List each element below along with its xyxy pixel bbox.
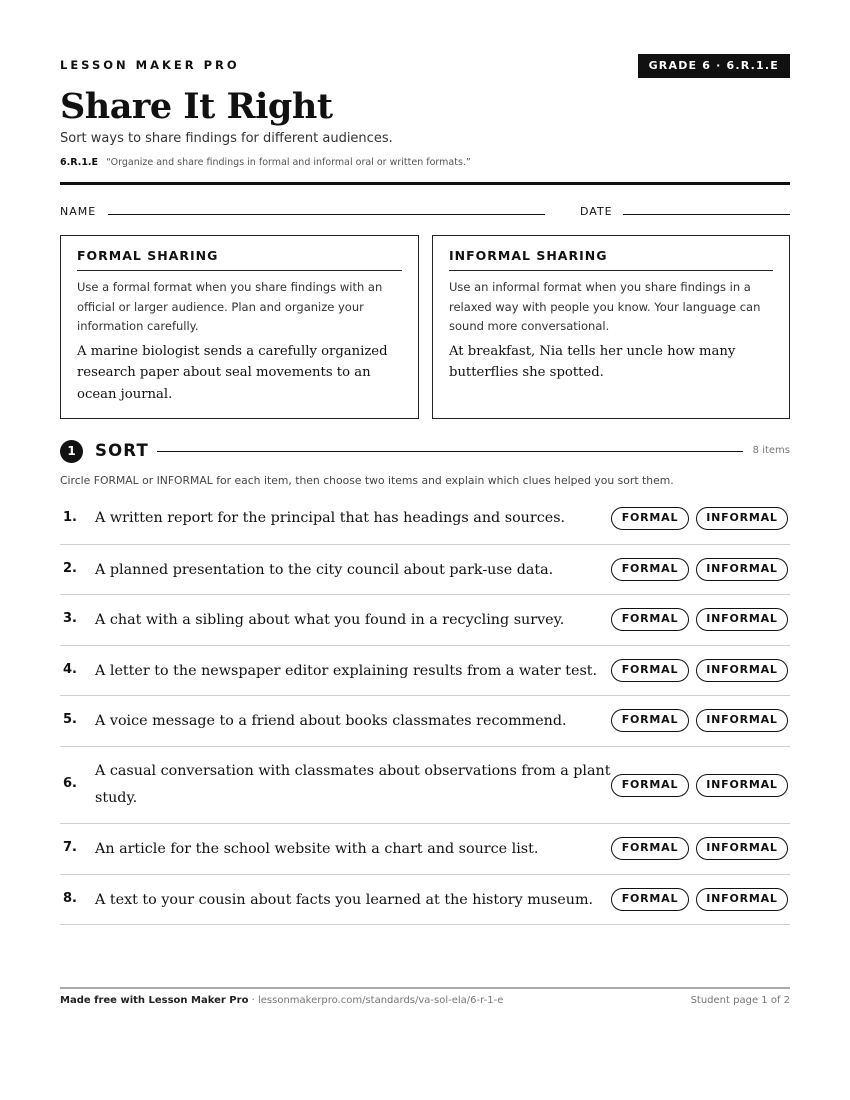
item-number: 7. [63,840,77,855]
informal-definition-box [432,235,790,419]
sort-item-row [60,545,790,595]
item-text: A casual conversation with classmates about observations from a plant study. [95,763,611,806]
formal-definition-example: A marine biologist sends a carefully organized research paper about seal movements to an ocean journal. [77,343,388,402]
formal-option[interactable]: FORMAL [611,837,689,860]
item-text: A chat with a sibling about what you found in a recycling survey. [95,612,565,628]
standard-code: 6.R.1.E [60,157,99,168]
item-text: A planned presentation to the city council about park-use data. [95,562,554,578]
date-field[interactable] [623,214,790,215]
formal-definition-title: FORMAL SHARING [77,248,402,271]
sort-item-row [60,696,790,747]
item-text: A voice message to a friend about books classmates recommend. [95,713,567,729]
sort-item-row [60,747,790,824]
item-number: 2. [63,561,77,576]
grade-badge: GRADE 6 · 6.R.1.E [638,54,790,78]
item-number: 6. [63,776,77,791]
formal-option[interactable]: FORMAL [611,774,689,797]
worksheet-page [60,0,790,1100]
sort-item-row [60,494,790,545]
standard-text: “Organize and share findings in formal and informal oral or written formats.” [106,157,471,168]
name-label: NAME [60,205,97,218]
item-number: 3. [63,611,77,626]
informal-option[interactable]: INFORMAL [696,659,788,682]
item-text: A letter to the newspaper editor explaining results from a water test. [95,663,598,679]
informal-option[interactable]: INFORMAL [696,774,788,797]
item-number: 4. [63,662,77,677]
informal-option[interactable]: INFORMAL [696,837,788,860]
page-subtitle: Sort ways to share findings for different audiences. [60,131,393,146]
informal-definition-example: At breakfast, Nia tells her uncle how many butterflies she spotted. [449,343,736,380]
section-rule [157,451,743,452]
footer-url[interactable]: · lessonmakerpro.com/standards/va-sol-ela/6-r-1-e [251,995,504,1006]
formal-option[interactable]: FORMAL [611,608,689,631]
formal-option[interactable]: FORMAL [611,659,689,682]
informal-option[interactable]: INFORMAL [696,558,788,581]
formal-option[interactable]: FORMAL [611,507,689,530]
page-title: Share It Right [60,86,333,127]
informal-option[interactable]: INFORMAL [696,888,788,911]
date-label: DATE [580,205,613,218]
footer-credit [60,995,503,1006]
formal-option[interactable]: FORMAL [611,558,689,581]
informal-option[interactable]: INFORMAL [696,608,788,631]
item-number: 8. [63,891,77,906]
section-title: SORT [95,441,149,460]
item-count: 8 items [752,445,790,456]
footer-divider [60,987,790,989]
brand-name: LESSON MAKER PRO [60,58,240,72]
item-text: A text to your cousin about facts you learned at the history museum. [95,892,594,908]
sort-item-list [60,494,790,925]
name-field[interactable] [108,214,545,215]
formal-definition-box [60,235,419,419]
informal-definition-title: INFORMAL SHARING [449,248,773,271]
header-divider [60,182,790,185]
sort-item-row [60,595,790,646]
formal-option[interactable]: FORMAL [611,709,689,732]
informal-option[interactable]: INFORMAL [696,507,788,530]
item-text: A written report for the principal that has headings and sources. [95,510,566,526]
item-text: An article for the school website with a chart and source list. [95,841,539,857]
item-number: 5. [63,712,77,727]
standard-line [60,157,471,168]
informal-option[interactable]: INFORMAL [696,709,788,732]
sort-item-row [60,875,790,925]
step-number-badge: 1 [60,440,83,463]
informal-definition-description: Use an informal format when you share findings in a relaxed way with people you know. Your language can sound more conversational. [449,280,761,333]
formal-definition-description: Use a formal format when you share findings with an official or larger audience. Plan and organize your information carefully. [77,280,383,333]
sort-item-row [60,646,790,696]
formal-option[interactable]: FORMAL [611,888,689,911]
sort-instructions: Circle FORMAL or INFORMAL for each item, then choose two items and explain which clues helped you sort them. [60,474,674,487]
sort-item-row [60,824,790,875]
footer-made-with: Made free with Lesson Maker Pro [60,995,249,1006]
sort-section-header [60,439,790,465]
footer-page-label: Student page 1 of 2 [690,995,790,1006]
item-number: 1. [63,510,77,525]
